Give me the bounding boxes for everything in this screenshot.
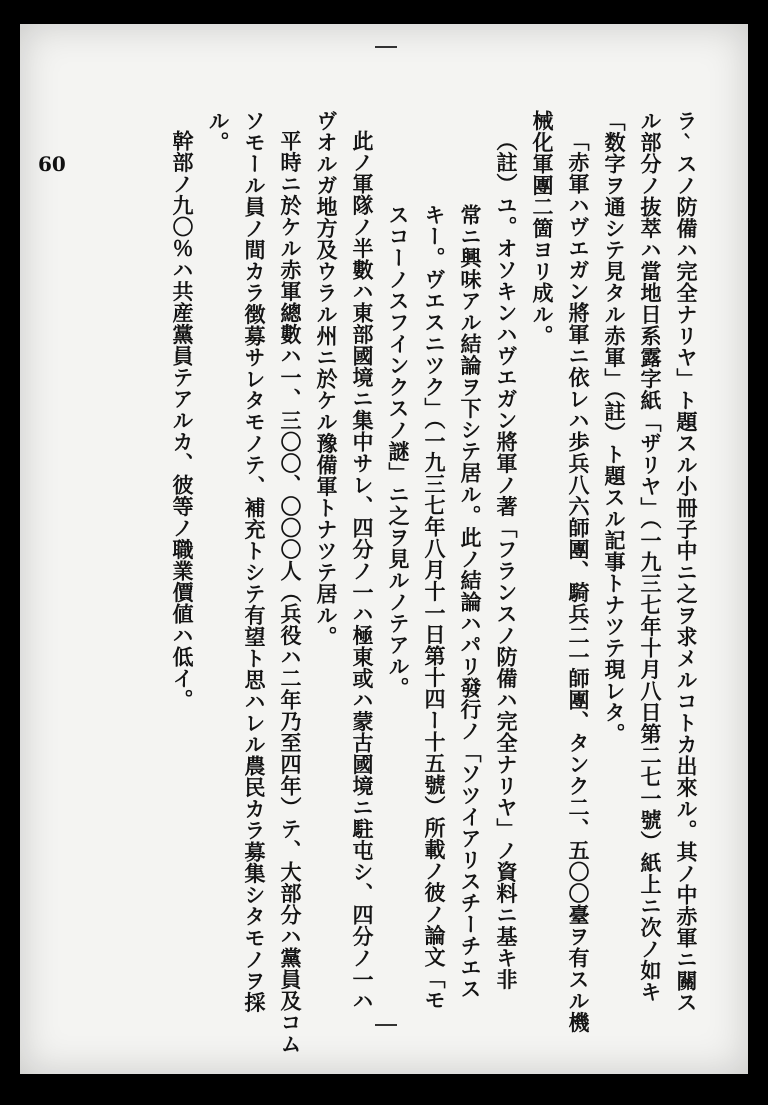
text-column: 「赤軍ハヴエガン將軍ニ依レハ歩兵八六師團、騎兵二一師團、タンク二、五〇〇臺ヲ有スル機: [566, 130, 591, 1033]
top-rule: [375, 46, 397, 48]
text-column: ヴオルガ地方及ウラル州ニ於ケル豫備軍トナツテ居ル。: [314, 110, 339, 648]
text-column: 此ノ軍隊ノ半數ハ東部國境ニ集中サレ、四分ノ一ハ極東或ハ蒙古國境ニ駐屯シ、四分ノ一ハ: [350, 130, 375, 1012]
document-page: [20, 24, 748, 1074]
text-column: ル。: [206, 110, 231, 153]
bottom-rule: [375, 1024, 397, 1026]
text-column: キー。ヴエスニツク」（一九三七年八月十一日第十四ー十五號）所載ノ彼ノ論文「モ: [422, 204, 447, 1011]
text-column: 平時ニ於ケル赤軍總數ハ一、三〇〇、〇〇〇人（兵役ハ二年乃至四年）テ、大部分ハ黨員及コム: [278, 130, 303, 1055]
text-column: （註）ユ。オソキンハヴエガン將軍ノ著「フランスノ防備ハ完全ナリヤ」ノ資料ニ基キ非: [494, 130, 519, 990]
text-column: ル部分ノ抜萃ハ當地日系露字紙「ザリヤ」（一九三七年十月八日第二七一號）紙上ニ次ノ如キ: [638, 110, 663, 1003]
text-column: 幹部ノ九〇％ハ共産黨員テアルカ、彼等ノ職業價値ハ低イ。: [170, 130, 195, 711]
text-column: ラ｀スノ防備ハ完全ナリヤ」ト題スル小冊子中ニ之ヲ求メルコトカ出來ル。其ノ中赤軍ニ關ス: [674, 110, 699, 1013]
text-column: ソモール員ノ間カラ徴募サレタモノテ、補充トシテ有望ト思ハレル農民カラ募集シタモノヲ採: [242, 110, 267, 1013]
text-column: 常ニ興味アル結論ヲ下シテ居ル。此ノ結論ハパリ發行ノ「ソツイアリスチーチエス: [458, 204, 483, 1000]
page-number: 60: [38, 152, 66, 176]
text-column: 「数字ヲ通シテ見タル赤軍」（註）ト題スル記事トナツテ現レタ。: [602, 110, 627, 745]
text-column: スコーノスフインクスノ謎」ニ之ヲ見ルノテアル。: [386, 204, 411, 699]
text-column: 械化軍團二箇ヨリ成ル。: [530, 110, 555, 347]
